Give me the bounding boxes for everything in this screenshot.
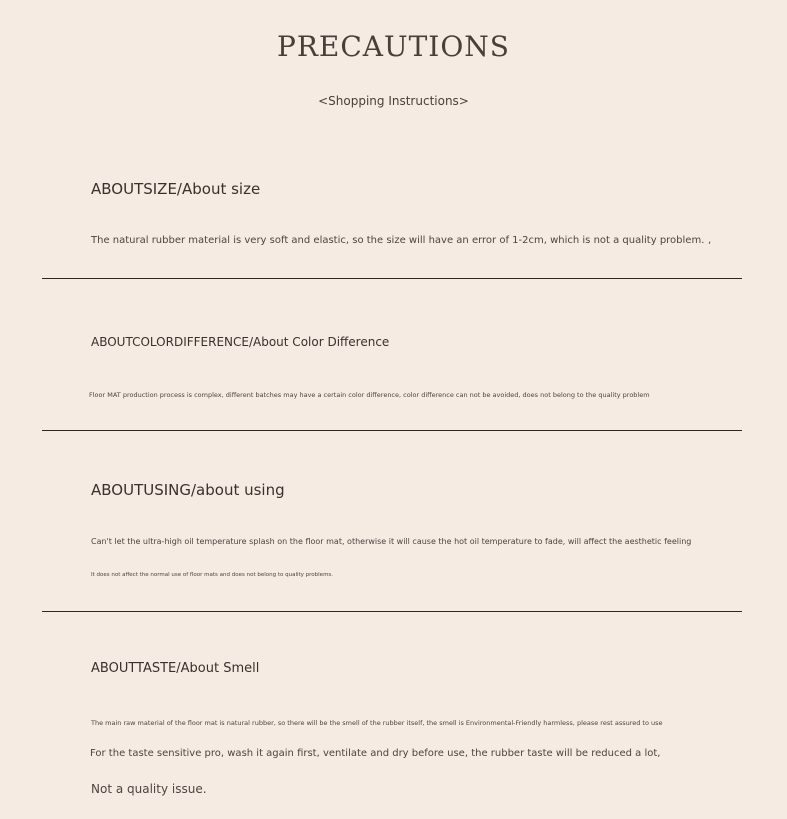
- section-text-using-1: Can't let the ultra-high oil temperature splash on the floor mat, otherwise it will cause the hot oil temperature to fade, will affect the aesthetic feeling: [91, 537, 692, 546]
- section-divider: [42, 278, 742, 279]
- page-subtitle: <Shopping Instructions>: [318, 94, 469, 108]
- section-divider: [42, 430, 742, 431]
- section-text-smell-1: The main raw material of the floor mat is natural rubber, so there will be the smell of the rubber itself, the smell is Environmental-Friendly harmless, please rest assured to use: [91, 719, 663, 727]
- page-title: PRECAUTIONS: [277, 30, 510, 63]
- section-text-using-2: It does not affect the normal use of floor mats and does not belong to quality problems.: [91, 572, 334, 578]
- section-text-smell-3: Not a quality issue.: [91, 782, 207, 796]
- section-text-color: Floor MAT production process is complex, different batches may have a certain color difference, color difference can not be avoided, does not belong to the quality problem: [89, 391, 650, 399]
- section-text-smell-2: For the taste sensitive pro, wash it again first, ventilate and dry before use, the rubber taste will be reduced a lot,: [90, 748, 661, 759]
- section-heading-color: ABOUTCOLORDIFFERENCE/About Color Difference: [91, 335, 390, 349]
- section-heading-using: ABOUTUSING/about using: [91, 481, 285, 499]
- section-heading-size: ABOUTSIZE/About size: [91, 180, 261, 198]
- section-heading-smell: ABOUTTASTE/About Smell: [91, 661, 260, 676]
- section-text-size-comma: ,: [708, 235, 712, 246]
- section-text-size: The natural rubber material is very soft and elastic, so the size will have an error of 1-2cm, which is not a quality problem.: [91, 235, 705, 246]
- section-divider: [42, 611, 742, 612]
